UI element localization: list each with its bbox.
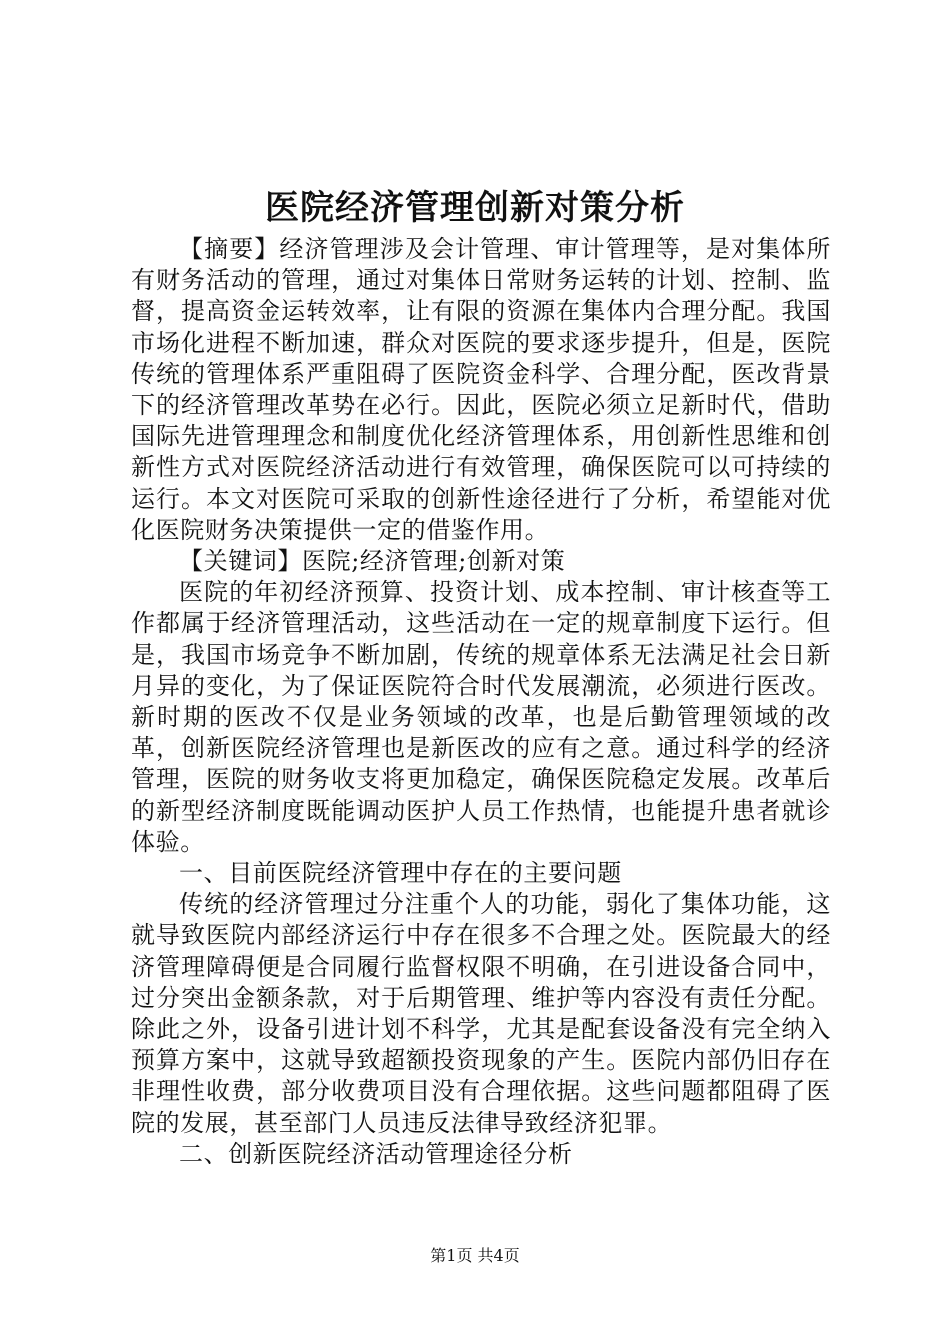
keywords-paragraph: 【关键词】医院;经济管理;创新对策 xyxy=(179,547,566,576)
page-footer: 第1页 共4页 xyxy=(430,1246,520,1265)
section-heading-1: 一、目前医院经济管理中存在的主要问题 xyxy=(179,859,622,888)
section-1-paragraph: 传统的经济管理过分注重个人的功能，弱化了集体功能，这就导致医院内部经济运行中存在很多不合理之处。医院最大的经济管理障碍便是合同履行监督权限不明确，在引进设备合同中，过分突出金额条款，对于后期管理、维护等内容没有责任分配。除此之外，设备引进计划不科学，尤其是配套设备没有完全纳入预算方案中，这就导致超额投资现象的产生。医院内部仍旧存在非理性收费，部分收费项目没有合理依据。这些问题都阻碍了医院的发展，甚至部门人员违反法律导致经济犯罪。 xyxy=(131,890,831,1137)
document-body xyxy=(131,234,831,1170)
intro-paragraph: 医院的年初经济预算、投资计划、成本控制、审计核查等工作都属于经济管理活动，这些活动在一定的规章制度下运行。但是，我国市场竞争不断加剧，传统的规章体系无法满足社会日新月异的变化，为了保证医院符合时代发展潮流，必须进行医改。新时期的医改不仅是业务领域的改革，也是后勤管理领域的改革，创新医院经济管理也是新医改的应有之意。通过科学的经济管理，医院的财务收支将更加稳定，确保医院稳定发展。改革后的新型经济制度既能调动医护人员工作热情，也能提升患者就诊体验。 xyxy=(131,578,831,856)
abstract-paragraph: 【摘要】经济管理涉及会计管理、审计管理等，是对集体所有财务活动的管理，通过对集体日常财务运转的计划、控制、监督，提高资金运转效率，让有限的资源在集体内合理分配。我国市场化进程不断加速，群众对医院的要求逐步提升，但是，医院传统的管理体系严重阻碍了医院资金科学、合理分配，医改背景下的经济管理改革势在必行。因此，医院必须立足新时代，借助国际先进管理理念和制度优化经济管理体系，用创新性思维和创新性方式对医院经济活动进行有效管理，确保医院可以可持续的运行。本文对医院可采取的创新性途径进行了分析，希望能对优化医院财务决策提供一定的借鉴作用。 xyxy=(131,235,831,544)
document-title: 医院经济管理创新对策分析 xyxy=(265,188,685,228)
section-heading-2: 二、创新医院经济活动管理途径分析 xyxy=(179,1139,573,1168)
